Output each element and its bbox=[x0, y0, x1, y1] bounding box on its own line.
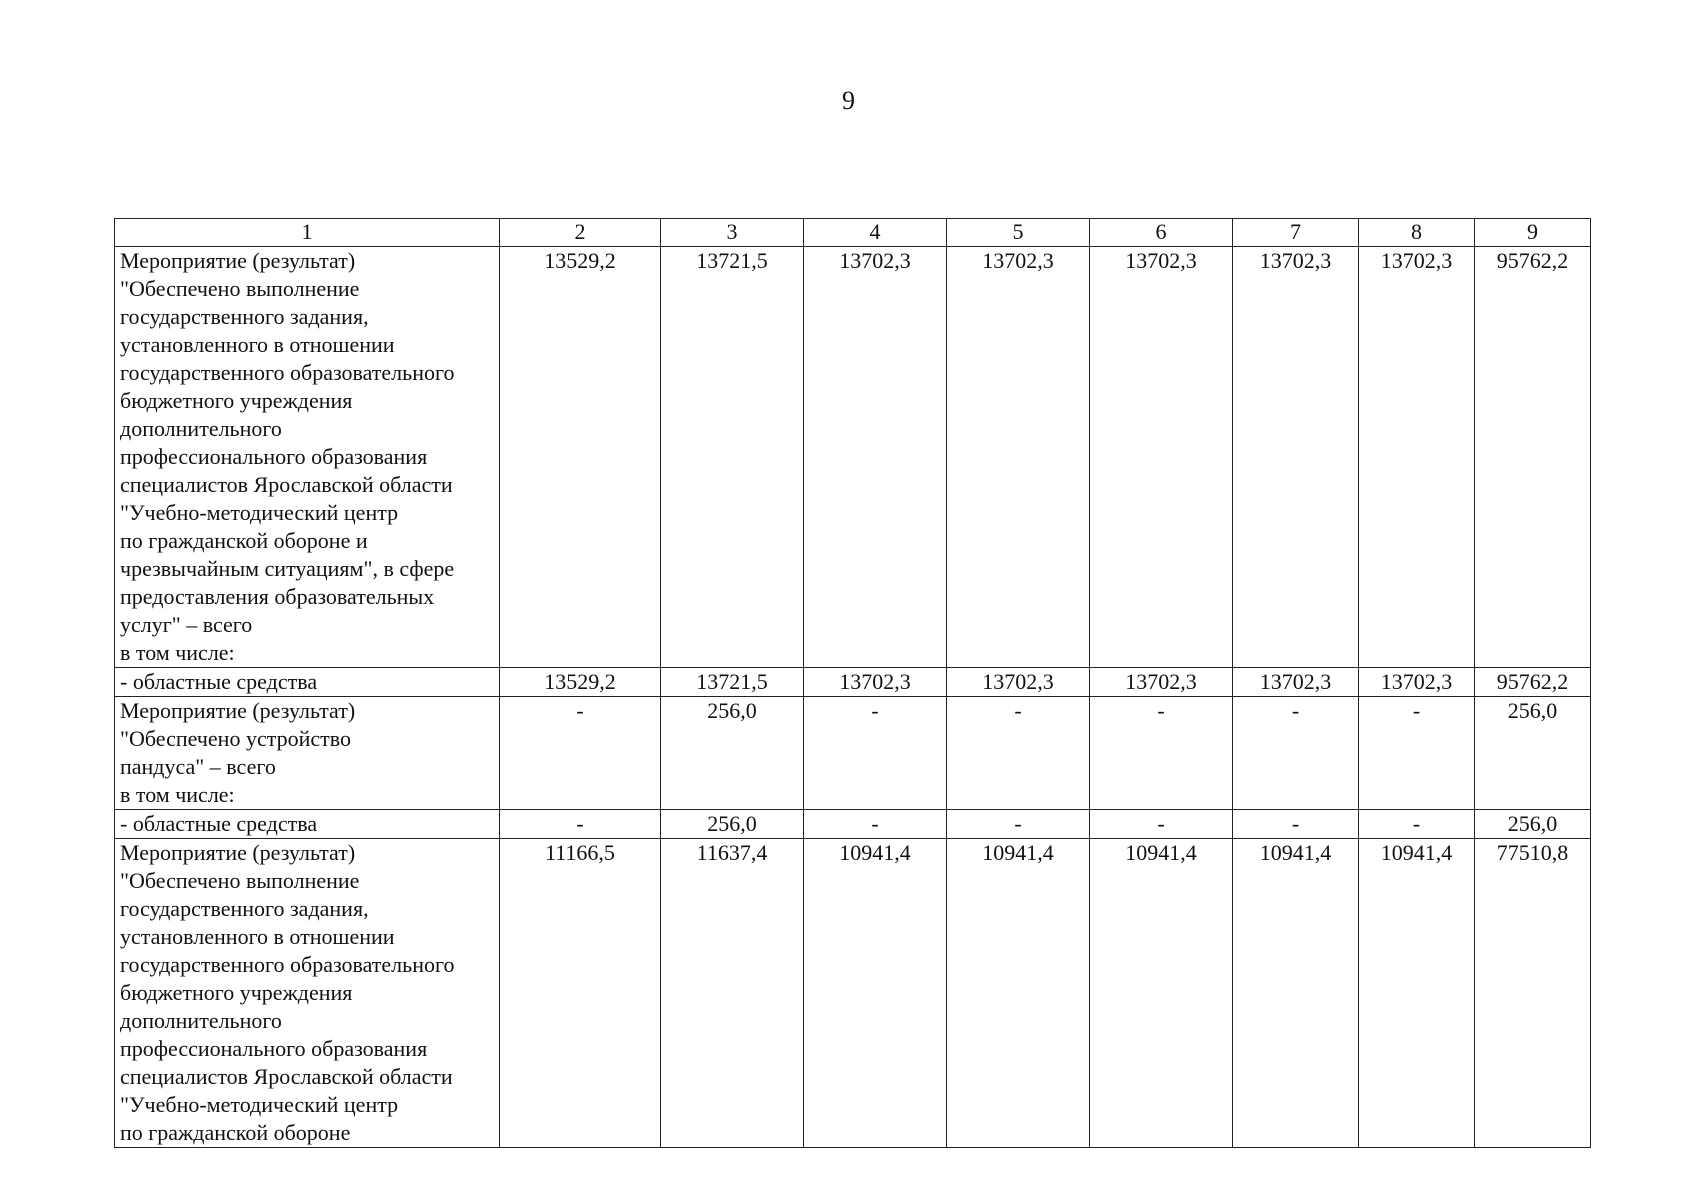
table-cell: 13702,3 bbox=[1090, 247, 1233, 668]
table-cell: - bbox=[1233, 810, 1359, 839]
budget-table bbox=[114, 218, 1591, 1148]
table-cell: - bbox=[947, 810, 1090, 839]
table-cell: - bbox=[1090, 697, 1233, 810]
table-cell: 77510,8 bbox=[1475, 839, 1591, 1148]
table-cell: 10941,4 bbox=[1090, 839, 1233, 1148]
table-cell: 13721,5 bbox=[661, 668, 804, 697]
column-header: 5 bbox=[947, 219, 1090, 247]
table-cell: 13702,3 bbox=[1359, 247, 1475, 668]
row-label: - областные средства bbox=[115, 810, 500, 839]
table-row bbox=[115, 668, 1591, 697]
row-label: Мероприятие (результат) "Обеспечено устройство пандуса" – всего в том числе: bbox=[115, 697, 500, 810]
table-row bbox=[115, 839, 1591, 1148]
column-header: 6 bbox=[1090, 219, 1233, 247]
table-cell: 13721,5 bbox=[661, 247, 804, 668]
table-row bbox=[115, 810, 1591, 839]
table-row bbox=[115, 247, 1591, 668]
table-cell: 256,0 bbox=[1475, 810, 1591, 839]
table-cell: 256,0 bbox=[661, 810, 804, 839]
table-cell: 13702,3 bbox=[1233, 247, 1359, 668]
table-cell: 10941,4 bbox=[1359, 839, 1475, 1148]
table-cell: 10941,4 bbox=[947, 839, 1090, 1148]
table-cell: - bbox=[500, 697, 661, 810]
table-cell: - bbox=[500, 810, 661, 839]
table-cell: - bbox=[1359, 810, 1475, 839]
table-cell: 95762,2 bbox=[1475, 247, 1591, 668]
column-header: 9 bbox=[1475, 219, 1591, 247]
table-cell: 13702,3 bbox=[1233, 668, 1359, 697]
table-cell: - bbox=[804, 810, 947, 839]
table-cell: 13529,2 bbox=[500, 247, 661, 668]
column-header: 2 bbox=[500, 219, 661, 247]
table-cell: 95762,2 bbox=[1475, 668, 1591, 697]
table-cell: - bbox=[1233, 697, 1359, 810]
row-label: - областные средства bbox=[115, 668, 500, 697]
table-cell: 13702,3 bbox=[1090, 668, 1233, 697]
table-cell: - bbox=[947, 697, 1090, 810]
table-cell: 13702,3 bbox=[947, 668, 1090, 697]
table-cell: 256,0 bbox=[1475, 697, 1591, 810]
column-header: 8 bbox=[1359, 219, 1475, 247]
table-cell: - bbox=[1090, 810, 1233, 839]
table-cell: 10941,4 bbox=[1233, 839, 1359, 1148]
row-label: Мероприятие (результат) "Обеспечено выполнение государственного задания, установленного в отношении государственного образовательного бюджетного учреждения дополнительного профессионального образования специалистов Ярославской области "Учебно-методический центр по гражданской обороне и чрезвычайным ситуациям", в сфере предоставления образовательных услуг" – всего в том числе: bbox=[115, 247, 500, 668]
table-row bbox=[115, 697, 1591, 810]
column-header: 4 bbox=[804, 219, 947, 247]
table-cell: 13702,3 bbox=[947, 247, 1090, 668]
table-cell: 13529,2 bbox=[500, 668, 661, 697]
table-cell: 13702,3 bbox=[804, 668, 947, 697]
table-cell: - bbox=[804, 697, 947, 810]
column-header: 1 bbox=[115, 219, 500, 247]
table-header-row bbox=[115, 219, 1591, 247]
table-cell: - bbox=[1359, 697, 1475, 810]
table-cell: 256,0 bbox=[661, 697, 804, 810]
page-number: 9 bbox=[842, 86, 855, 115]
table-cell: 13702,3 bbox=[804, 247, 947, 668]
table-cell: 11637,4 bbox=[661, 839, 804, 1148]
table-cell: 13702,3 bbox=[1359, 668, 1475, 697]
table-cell: 11166,5 bbox=[500, 839, 661, 1148]
table-cell: 10941,4 bbox=[804, 839, 947, 1148]
column-header: 3 bbox=[661, 219, 804, 247]
row-label: Мероприятие (результат) "Обеспечено выполнение государственного задания, установленного в отношении государственного образовательного бюджетного учреждения дополнительного профессионального образования специалистов Ярославской области "Учебно-методический центр по гражданской обороне bbox=[115, 839, 500, 1148]
column-header: 7 bbox=[1233, 219, 1359, 247]
